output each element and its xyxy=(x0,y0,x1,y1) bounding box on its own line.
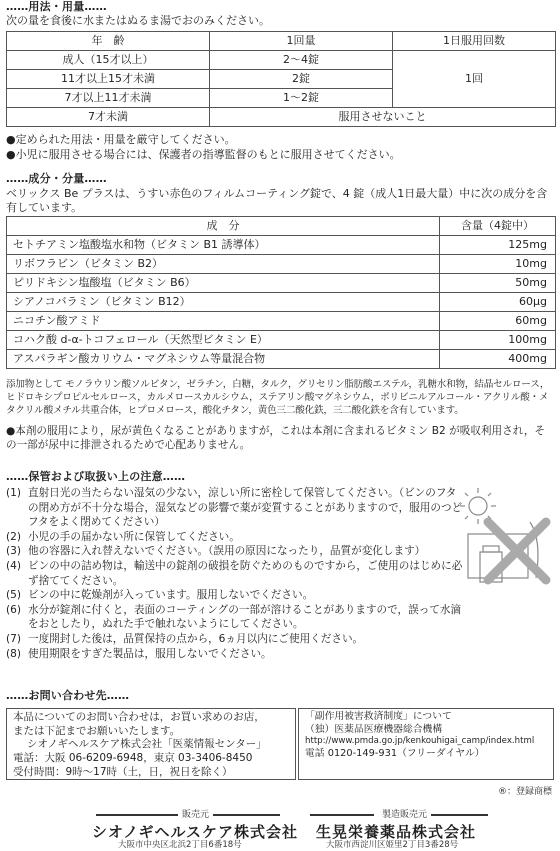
relief-line: 「副作用被害救済制度」について xyxy=(305,711,452,722)
maker-address: 大阪市西淀川区姫里2丁目3番28号 xyxy=(326,840,459,850)
relief-url-link[interactable]: http://www.pmda.go.jp/kenkouhigai_camp/index.html xyxy=(305,736,535,747)
item-number: (7) xyxy=(6,633,22,646)
dose-cell: 2～4錠 xyxy=(210,51,393,70)
dose-cell: 2錠 xyxy=(210,70,393,89)
storage-heading: ……保管および取扱い上の注意…… xyxy=(6,470,186,483)
item-text: 一度開封した後は，品質保持の点から，6ヵ月以内にご使用ください。 xyxy=(28,633,364,646)
footer-rule-right xyxy=(310,814,374,816)
age-cell: 7才以上11才未満 xyxy=(7,89,210,108)
dosage-heading: ……用法・用量…… xyxy=(6,0,107,13)
col-age: 年 齢 xyxy=(7,32,210,51)
relief-system-box xyxy=(298,708,554,780)
table-header-row xyxy=(7,217,556,236)
table-row xyxy=(7,255,556,274)
ingredient-name: ピリドキシン塩酸塩（ビタミン B6） xyxy=(7,274,440,293)
seller-address: 大阪市中央区北浜2丁目6番18号 xyxy=(118,840,242,850)
item-text: ビンの中に乾燥剤が入っています。服用しないでください。 xyxy=(28,589,314,602)
item-number: (2) xyxy=(6,530,22,543)
relief-phone: 電話 0120-149-931（フリーダイヤル） xyxy=(305,747,485,759)
ingredient-amount: 60μg xyxy=(440,293,556,312)
ingredient-amount: 100mg xyxy=(440,331,556,350)
list-item xyxy=(6,588,466,603)
seller-name: シオノギヘルスケア株式会社 xyxy=(92,823,299,841)
list-item xyxy=(6,603,466,632)
dosage-note: ●定められた用法・用量を厳守してください。 xyxy=(6,133,236,146)
no-sunlight-illustration-icon xyxy=(450,482,554,594)
list-item xyxy=(6,647,466,662)
footer-rule-right2 xyxy=(424,814,488,816)
table-row xyxy=(7,51,556,70)
ingredients-table xyxy=(6,216,556,369)
ingredient-name: コハク酸 d-α-トコフェロール（天然型ビタミン E） xyxy=(7,331,440,350)
table-row xyxy=(7,108,556,127)
ingredient-amount: 400mg xyxy=(440,350,556,369)
col-dose: 1回量 xyxy=(210,32,393,51)
ingredient-name: リボフラビン（ビタミン B2） xyxy=(7,255,440,274)
item-text: 他の容器に入れ替えないでください。（誤用の原因になったり，品質が変化します） xyxy=(28,545,426,558)
ingredient-name: ニコチン酸アミド xyxy=(7,312,440,331)
list-item xyxy=(6,486,466,530)
maker-label: 製造販売元 xyxy=(378,809,431,821)
contact-company: シオノギヘルスケア株式会社「医薬情報センター」 xyxy=(27,738,267,751)
age-cell: 11才以上15才未満 xyxy=(7,70,210,89)
dosage-note: ●小児に服用させる場合には、保護者の指導監督のもとに服用させてください。 xyxy=(6,147,401,161)
table-row xyxy=(7,350,556,369)
dose-cell: 1～2錠 xyxy=(210,89,393,108)
item-number: (5) xyxy=(6,589,22,602)
ingredient-name: セトチアミン塩酸塩水和物（ビタミン B1 誘導体） xyxy=(7,236,440,255)
list-item xyxy=(6,544,466,559)
contact-box xyxy=(6,708,296,780)
trademark-note: ®：登録商標 xyxy=(497,787,552,797)
item-text: ビンの中の詰め物は，輸送中の錠剤の破損を防ぐためのものですから，ご使用のはじめに必ず捨ててください。 xyxy=(28,560,463,587)
item-text: 直射日光の当たらない湿気の少ない，涼しい所に密栓して保管してください。（ビンのフタの閉め方が不十分な場合，湿気などの影響で薬が変質することがありますので，服用のつどフタをよく閉めてください） xyxy=(28,487,463,529)
dosage-table xyxy=(6,31,556,127)
ingredient-name: アスパラギン酸カリウム・マグネシウム等量混合物 xyxy=(7,350,440,369)
ingredients-intro: ベリックス Be プラスは、うすい赤色のフィルムコーティング錠で、4 錠（成人1日最大量）中に次の成分を含有しています。 xyxy=(6,187,548,215)
ingredient-amount: 50mg xyxy=(440,274,556,293)
footer-rule-left xyxy=(96,814,186,816)
ingredient-name: シアノコバラミン（ビタミン B12） xyxy=(7,293,440,312)
item-text: 水分が錠剤に付くと，表面のコーティングの一部が溶けることがありますので，誤って水滴をおとしたり，ぬれた手で触れないようにしてください。 xyxy=(28,603,462,631)
maker-name: 生晃栄養薬品株式会社 xyxy=(316,823,477,841)
dose-cell: 服用させないこと xyxy=(210,108,556,127)
col-amount: 含量（4錠中） xyxy=(440,217,556,236)
relief-line: （独）医薬品医療機器総合機構 xyxy=(305,723,443,735)
contact-hours: 受付時間：9時～17時（土，日，祝日を除く） xyxy=(13,765,233,778)
ingredient-amount: 60mg xyxy=(440,312,556,331)
item-number: (1) xyxy=(6,487,22,499)
urine-note: ●本剤の服用により，尿が黄色くなることがありますが，これは本剤に含まれるビタミン B2 が吸収利用され，その一部が尿中に排泄されるためで心配ありません。 xyxy=(6,425,546,452)
item-text: 使用期限をすぎた製品は，服用しないでください。 xyxy=(28,647,272,660)
ingredient-amount: 125mg xyxy=(440,236,556,255)
item-number: (6) xyxy=(6,603,22,616)
contact-phone: 電話：大阪 06-6209-6948，東京 03-3406-8450 xyxy=(13,751,253,764)
contact-line: または下記までお願いいたします。 xyxy=(13,724,181,737)
table-row xyxy=(7,236,556,255)
table-header-row xyxy=(7,32,556,51)
times-cell: 1回 xyxy=(393,51,556,108)
contact-heading: ……お問い合わせ先…… xyxy=(6,689,130,702)
table-row xyxy=(7,331,556,350)
item-number: (3) xyxy=(6,545,22,558)
item-number: (8) xyxy=(6,647,22,660)
contact-line: 本品についてのお問い合わせは，お買い求めのお店， xyxy=(13,711,265,723)
additives-text: 添加物として モノラウリン酸ソルビタン，ゼラチン，白糖，タルク，グリセリン脂肪酸エステル，乳糖水和物，結晶セルロース，ヒドロキシプロピルセルロース，カルメロースカルシウム，ステアリン酸マグネシウム，ポリビニルアルコール・アクリル酸・メタクリル酸メチル共重合体，ヒプロメロース，酸化チタン，黄色三二酸化鉄，三二酸化鉄を含有しています。 xyxy=(6,379,550,417)
item-number: (4) xyxy=(6,560,22,573)
table-row xyxy=(7,293,556,312)
list-item xyxy=(6,632,466,647)
list-item xyxy=(6,559,466,588)
seller-label: 販売元 xyxy=(178,809,213,821)
list-item xyxy=(6,530,466,545)
dosage-intro: 次の量を食後に水またはぬるま湯でおのみください。 xyxy=(6,14,270,27)
dosage-notes xyxy=(6,133,554,163)
table-row xyxy=(7,274,556,293)
col-ingredient: 成 分 xyxy=(7,217,440,236)
col-times: 1日服用回数 xyxy=(393,32,556,51)
ingredient-amount: 10mg xyxy=(440,255,556,274)
table-row xyxy=(7,312,556,331)
item-text: 小児の手の届かない所に保管してください。 xyxy=(28,530,240,543)
age-cell: 7才未満 xyxy=(7,108,210,127)
storage-list xyxy=(6,486,466,661)
ingredients-heading: ……成分・分量…… xyxy=(6,172,107,185)
age-cell: 成人（15才以上） xyxy=(7,51,210,70)
